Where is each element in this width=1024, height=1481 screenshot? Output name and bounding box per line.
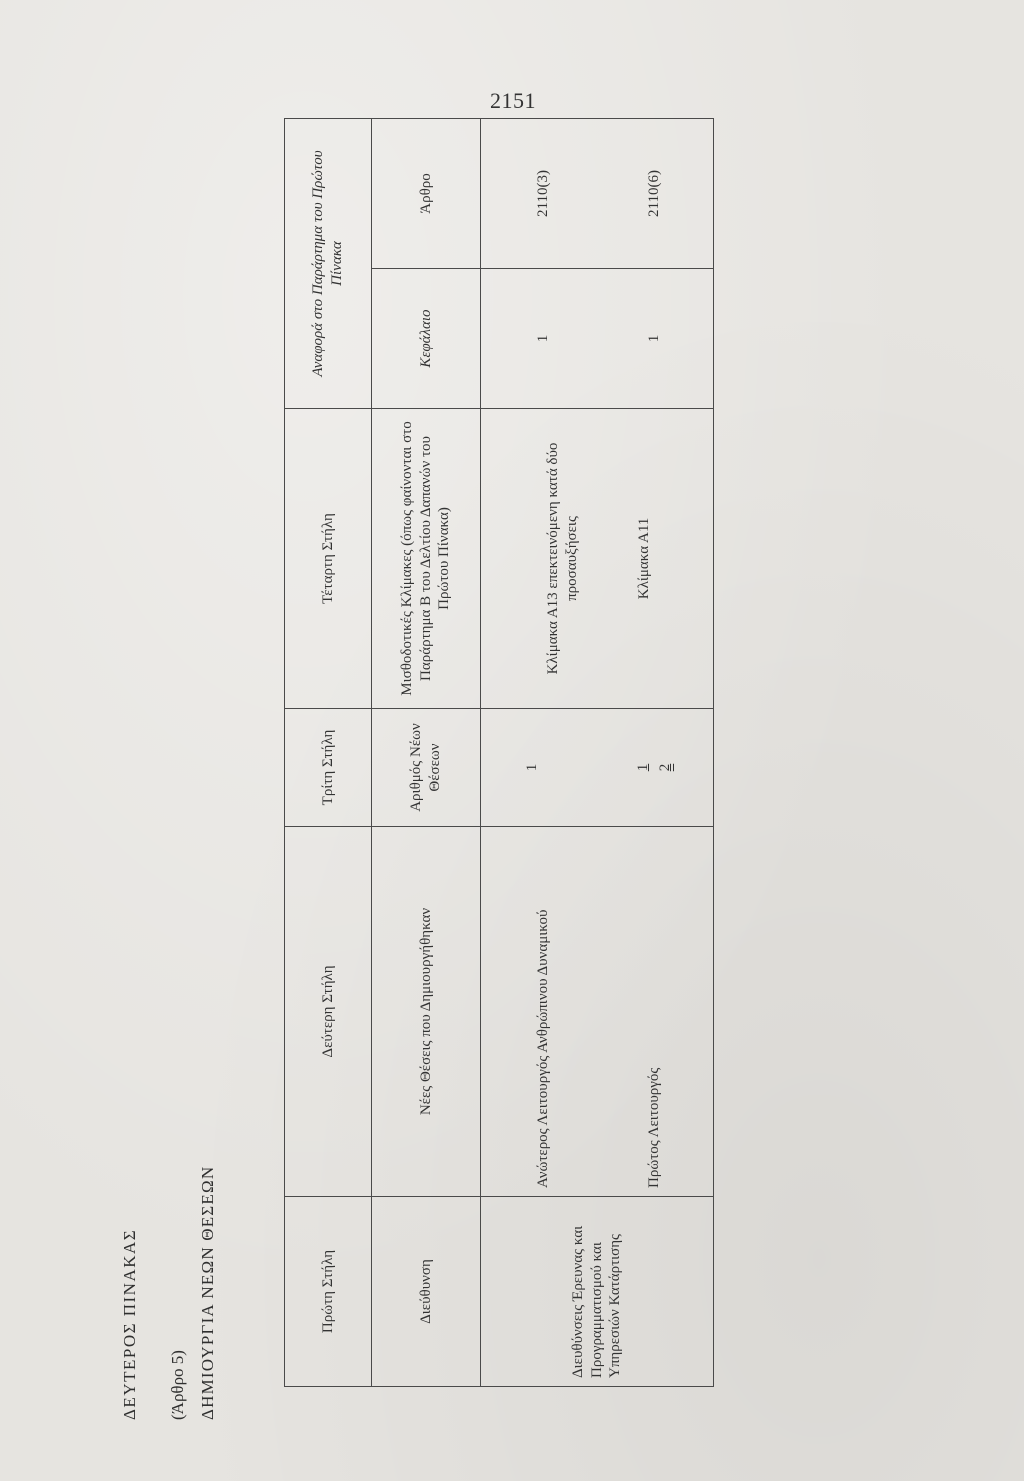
column-header-reference: Αναφορά στο Παράρτημα του Πρώτου Πίνακα <box>285 119 372 409</box>
subheader-directorate: Διεύθυνση <box>372 1197 481 1387</box>
column-header-first: Πρώτη Στήλη <box>285 1197 372 1387</box>
column-header-third: Τρίτη Στήλη <box>285 709 372 827</box>
scale-cell <box>481 409 714 709</box>
column-header-row <box>285 119 372 1387</box>
position-count: 1 <box>634 763 651 772</box>
chapter-cell <box>481 269 714 409</box>
count-cell <box>481 709 714 827</box>
subheader-number-of-positions: Αριθμός Νέων Θέσεων <box>372 709 481 827</box>
position-count-total: 2 <box>657 763 674 772</box>
document-title: ΔΕΥΤΕΡΟΣ ΠΙΝΑΚΑΣ <box>120 1228 139 1420</box>
salary-scale: Κλίμακα Α13 επεκτεινόμενη κατά δύο προσαυξήσεις <box>544 442 580 675</box>
position-cell <box>481 827 714 1197</box>
position-count: 1 <box>523 763 540 772</box>
new-positions-table <box>284 118 714 1387</box>
directorate-name: Διευθύνσεις Έρευνας και Προγραμματισμού και Υπηρεσιών Κατάρτισης <box>569 1225 624 1378</box>
rotated-content <box>112 120 712 1420</box>
article-cell <box>481 119 714 269</box>
document-subtitle: ΔΗΜΙΟΥΡΓΙΑ ΝΕΩΝ ΘΕΣΕΩΝ <box>198 1165 217 1420</box>
position-name: Πρώτος Λειτουργός <box>646 1067 662 1188</box>
table-row <box>481 119 714 1387</box>
subheader-article: Άρθρο <box>372 119 481 269</box>
salary-scale: Κλίμακα Α11 <box>636 517 653 600</box>
column-header-second: Δεύτερη Στήλη <box>285 827 372 1197</box>
position-name: Ανώτερος Λειτουργός Ανθρώπινου Δυναμικού <box>535 909 552 1188</box>
page-number: 2151 <box>490 88 536 113</box>
article-reference: (Άρθρο 5) <box>168 1350 187 1420</box>
chapter-value: 1 <box>646 334 662 343</box>
column-header-fourth: Τέταρτη Στήλη <box>285 409 372 709</box>
article-value: 2110(3) <box>535 170 552 217</box>
subheader-new-positions: Νέες Θέσεις που Δημιουργήθηκαν <box>372 827 481 1197</box>
article-value: 2110(6) <box>646 170 662 217</box>
subheader-salary-scales: Μισθοδοτικές Κλίμακες (όπως φαίνονται στο Παράρτημα Β του Δελτίου Δαπανών του Πρώτου Πίνακα) <box>372 409 481 709</box>
subheader-row <box>372 119 481 1387</box>
chapter-value: 1 <box>535 334 552 343</box>
subheader-chapter: Κεφάλαιο <box>372 269 481 409</box>
directorate-cell <box>481 1197 714 1387</box>
